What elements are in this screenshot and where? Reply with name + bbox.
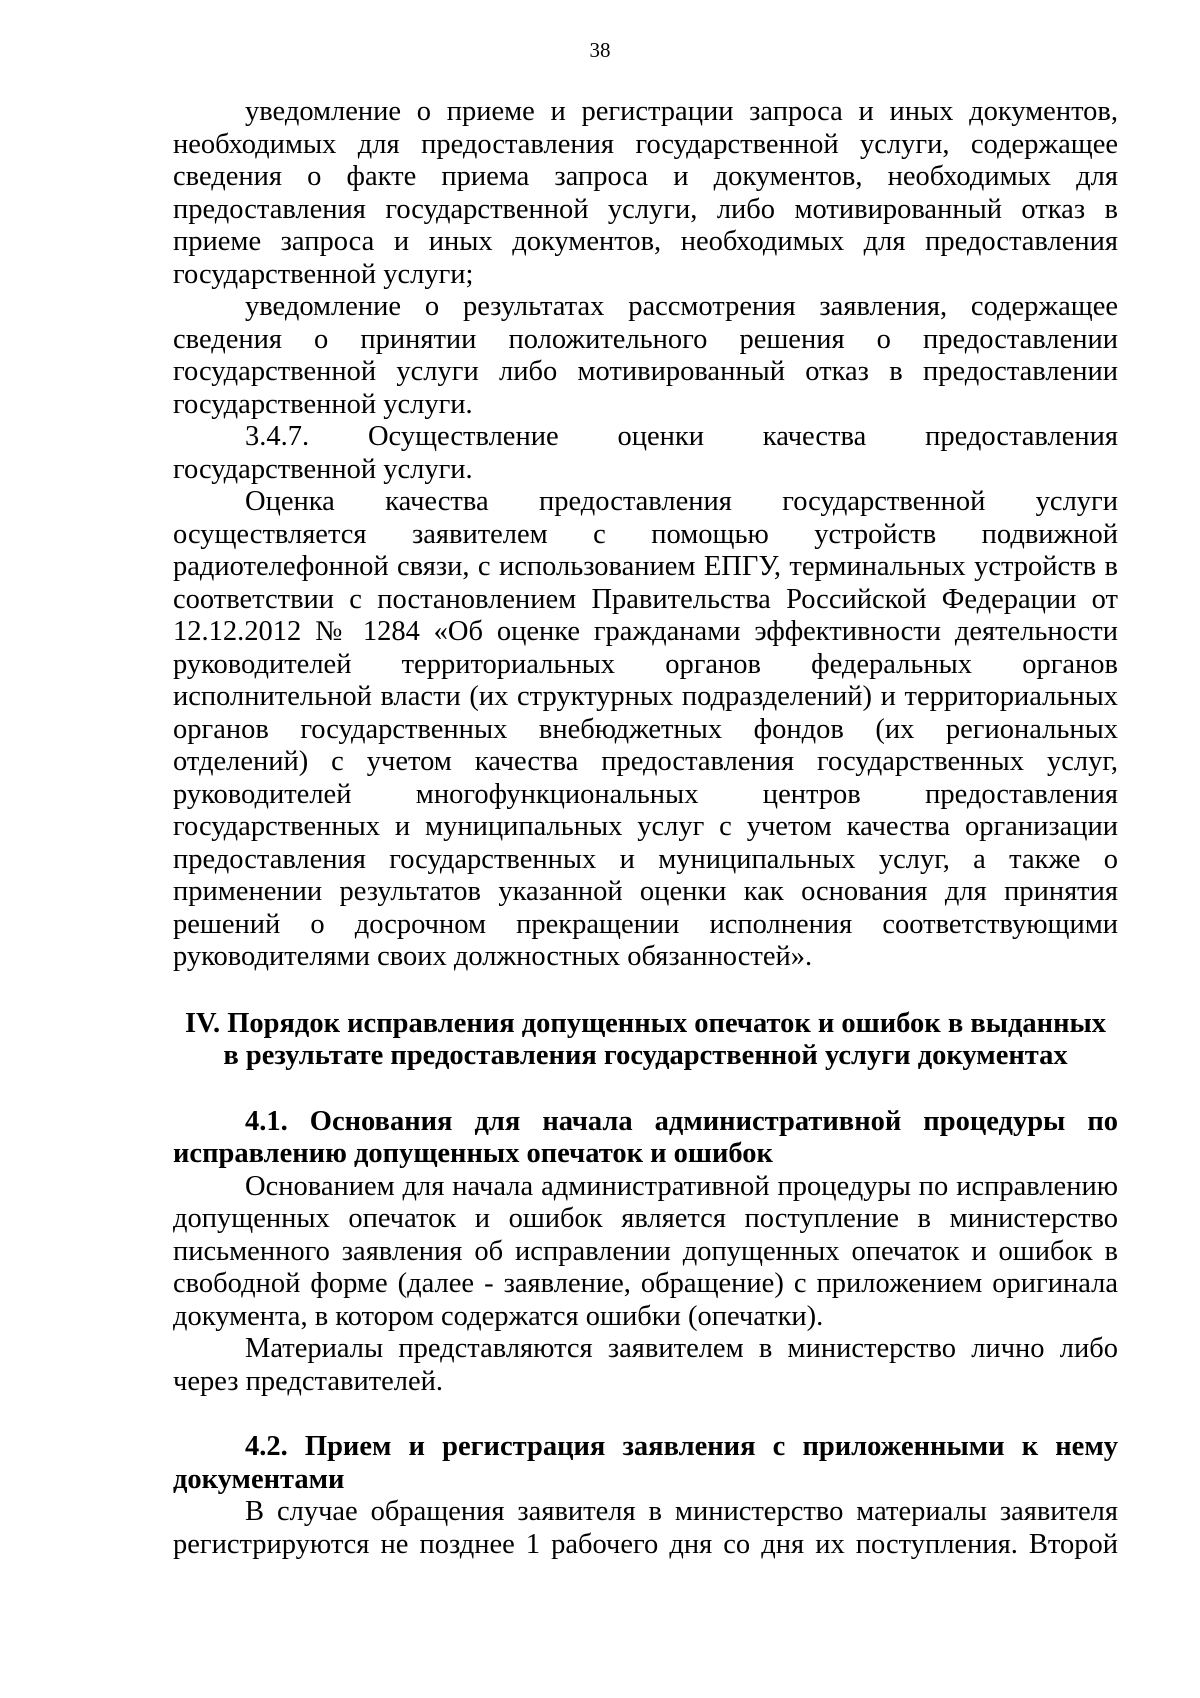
document-body [173,96,1118,1561]
section-4-title-line1: IV. Порядок исправления допущенных опечаток и ошибок в выданных [184,1007,1107,1039]
paragraph-4-1-materials: Материалы представляются заявителем в министерство лично либо через представителей. [173,1333,1118,1397]
page-number: 38 [589,38,611,62]
paragraph-notification-result: уведомление о результатах рассмотрения заявления, содержащее сведения о принятии положительного решения о предоставлении государственной услуги либо мотивированный отказ в предоставлении государственной услуги. [173,291,1118,420]
paragraph-notification-receipt: уведомление о приеме и регистрации запроса и иных документов, необходимых для предоставления государственной услуги, содержащее сведения о факте приема запроса и документов, необходимых для предоставления государственной услуги, либо мотивированный отказ в приеме запроса и иных документов, необходимых для предоставления государственной услуги; [173,96,1118,290]
subsection-4-1-title: 4.1. Основания для начала административной процедуры по исправлению допущенных опечаток и ошибок [173,1105,1118,1169]
subsection-4-2-title: 4.2. Прием и регистрация заявления с приложенными к нему документами [173,1431,1118,1495]
paragraph-4-2-registration: В случае обращения заявителя в министерство материалы заявителя регистрируются не позднее 1 рабочего дня со дня их поступления. Второй [173,1496,1118,1560]
paragraph-quality-assessment: Оценка качества предоставления государственной услуги осуществляется заявителем с помощью устройств подвижной радиотелефонной связи, с использованием ЕПГУ, терминальных устройств в соответствии с постановлением Правительства Российской Федерации от 12.12.2012 № 1284 «Об оценке гражданами эффективности деятельности руководителей территориальных органов федеральных органов исполнительной власти (их структурных подразделений) и территориальных органов государственных внебюджетных фондов (их региональных отделений) с учетом качества предоставления государственных услуг, руководителей многофункциональных центров предоставления государственных и муниципальных услуг с учетом качества организации предоставления государственных и муниципальных услуг, а также о применении результатов указанной оценки как основания для принятия решений о досрочном прекращении исполнения соответствующими руководителями своих должностных обязанностей». [173,486,1118,972]
section-4-title [173,1008,1118,1073]
paragraph-4-1-basis: Основанием для начала административной процедуры по исправлению допущенных опечаток и ошибок является поступление в министерство письменного заявления об исправлении допущенных опечаток и ошибок в свободной форме (далее - заявление, обращение) с приложением оригинала документа, в котором содержатся ошибки (опечатки). [173,1170,1118,1332]
paragraph-3-4-7: 3.4.7. Осуществление оценки качества предоставления государственной услуги. [173,421,1118,485]
section-4-title-line2: в результате предоставления государственной услуги документах [223,1040,1068,1071]
